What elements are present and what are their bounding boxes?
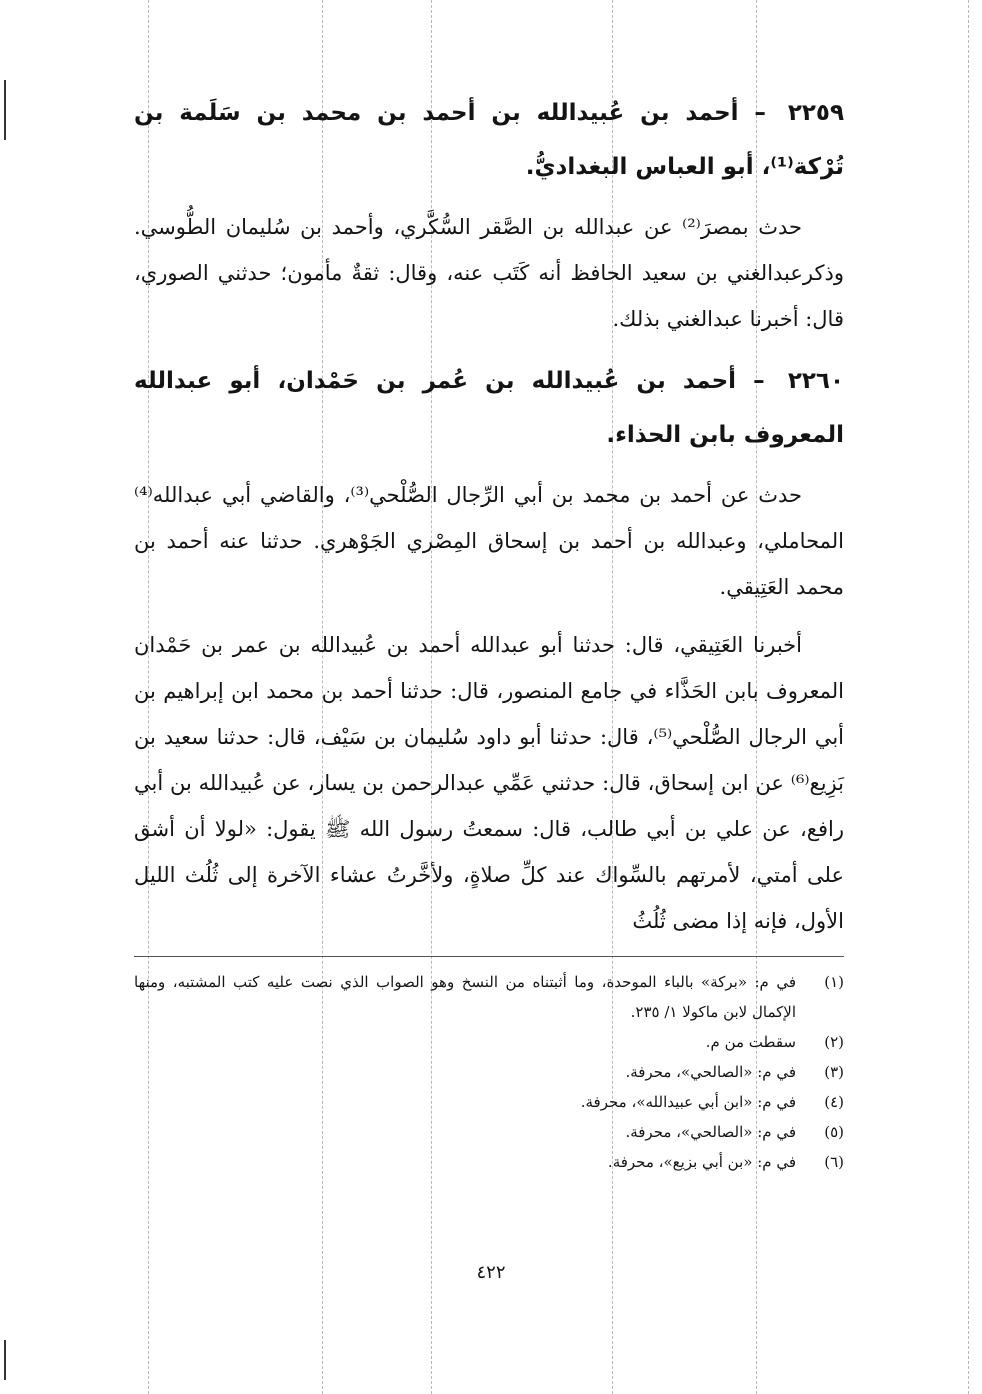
footnote-divider <box>134 956 844 957</box>
entry-number: ٢٢٥٩ <box>787 100 844 126</box>
footnote-label: (٥) <box>824 1123 844 1141</box>
footnote-label: (٢) <box>824 1033 844 1051</box>
footnote <box>134 1087 844 1117</box>
footnote-text: في م: «ابن أبي عبيدالله»، محرفة. <box>580 1093 796 1111</box>
footnote-text: سقطت من م. <box>705 1033 796 1051</box>
footnote-text: في م: «الصالحي»، محرفة. <box>625 1123 796 1141</box>
entry-title: – أحمد بن عُبيدالله بن أحمد بن محمد بن سَلَمة بن تُرْكة⁽¹⁾، أبو العباس البغداديُّ. <box>134 100 844 180</box>
footnote-text: في م: «بن أبي بزيع»، محرفة. <box>607 1153 796 1171</box>
footnote-label: (١) <box>824 973 844 991</box>
entry-title: – أحمد بن عُبيدالله بن عُمر بن حَمْدان، أبو عبدالله المعروف بابن الحذاء. <box>134 368 844 448</box>
page-number: ٤٢٢ <box>476 1262 506 1283</box>
entry-heading <box>134 86 844 194</box>
footnote-label: (٣) <box>824 1063 844 1081</box>
footnotes <box>134 967 844 1177</box>
scan-guide-line <box>968 0 969 1394</box>
footnote-text: في م: «بركة» بالباء الموحدة، وما أثبتناه من النسخ وهو الصواب الذي نصت عليه كتب المشتبه، ومنها الإكمال لابن ماكولا ١/ ٢٣٥. <box>134 973 796 1021</box>
body-paragraph: حدث بمصرَ⁽²⁾ عن عبدالله بن الصَّقر السُّكَّري، وأحمد بن سُليمان الطُّوسي. وذكرعبدالغني بن سعيد الحافظ أنه كَتَب عنه، وقال: ثقةٌ مأمون؛ حدثني الصوري، قال: أخبرنا عبدالغني بذلك. <box>134 215 844 331</box>
scan-edge-mark <box>4 80 6 140</box>
footnote <box>134 967 844 1027</box>
footnote-text: في م: «الصالحي»، محرفة. <box>625 1063 796 1081</box>
entry-heading <box>134 354 844 462</box>
entry-number: ٢٢٦٠ <box>787 368 844 394</box>
body-paragraph: حدث عن أحمد بن محمد بن أبي الرِّجال الصُّلْحي⁽³⁾، والقاضي أبي عبدالله⁽⁴⁾ المحاملي، وعبدالله بن أحمد بن إسحاق المِصْري الجَوْهري. حدثنا عنه أحمد بن محمد العَتِيقي. <box>134 483 844 599</box>
footnote <box>134 1057 844 1087</box>
book-page <box>134 86 844 1177</box>
footnote <box>134 1147 844 1177</box>
body-paragraph: أخبرنا العَتِيقي، قال: حدثنا أبو عبدالله أحمد بن عُبيدالله بن عمر بن حَمْدان المعروف بابن الحَذَّاء في جامع المنصور، قال: حدثنا أحمد بن محمد ابن إبراهيم بن أبي الرجال الصُّلْحي⁽⁵⁾، قال: حدثنا أبو داود سُليمان بن سَيْف، قال: حدثنا سعيد بن بَزِيع⁽⁶⁾ عن ابن إسحاق، قال: حدثني عَمِّي عبدالرحمن بن يسار، عن عُبيدالله بن أبي رافع، عن علي بن أبي طالب، قال: سمعتُ رسول الله ﷺ يقول: «لولا أن أشق على أمتي، لأمرتهم بالسِّواك عند كلِّ صلاةٍ، ولأخَّرتُ عشاء الآخرة إلى ثُلُث الليل الأول، فإنه إذا مضى ثُلُثُ <box>134 633 844 933</box>
scan-edge-mark <box>4 1340 6 1380</box>
footnote-label: (٦) <box>824 1153 844 1171</box>
footnote-label: (٤) <box>824 1093 844 1111</box>
footnote <box>134 1027 844 1057</box>
footnote <box>134 1117 844 1147</box>
